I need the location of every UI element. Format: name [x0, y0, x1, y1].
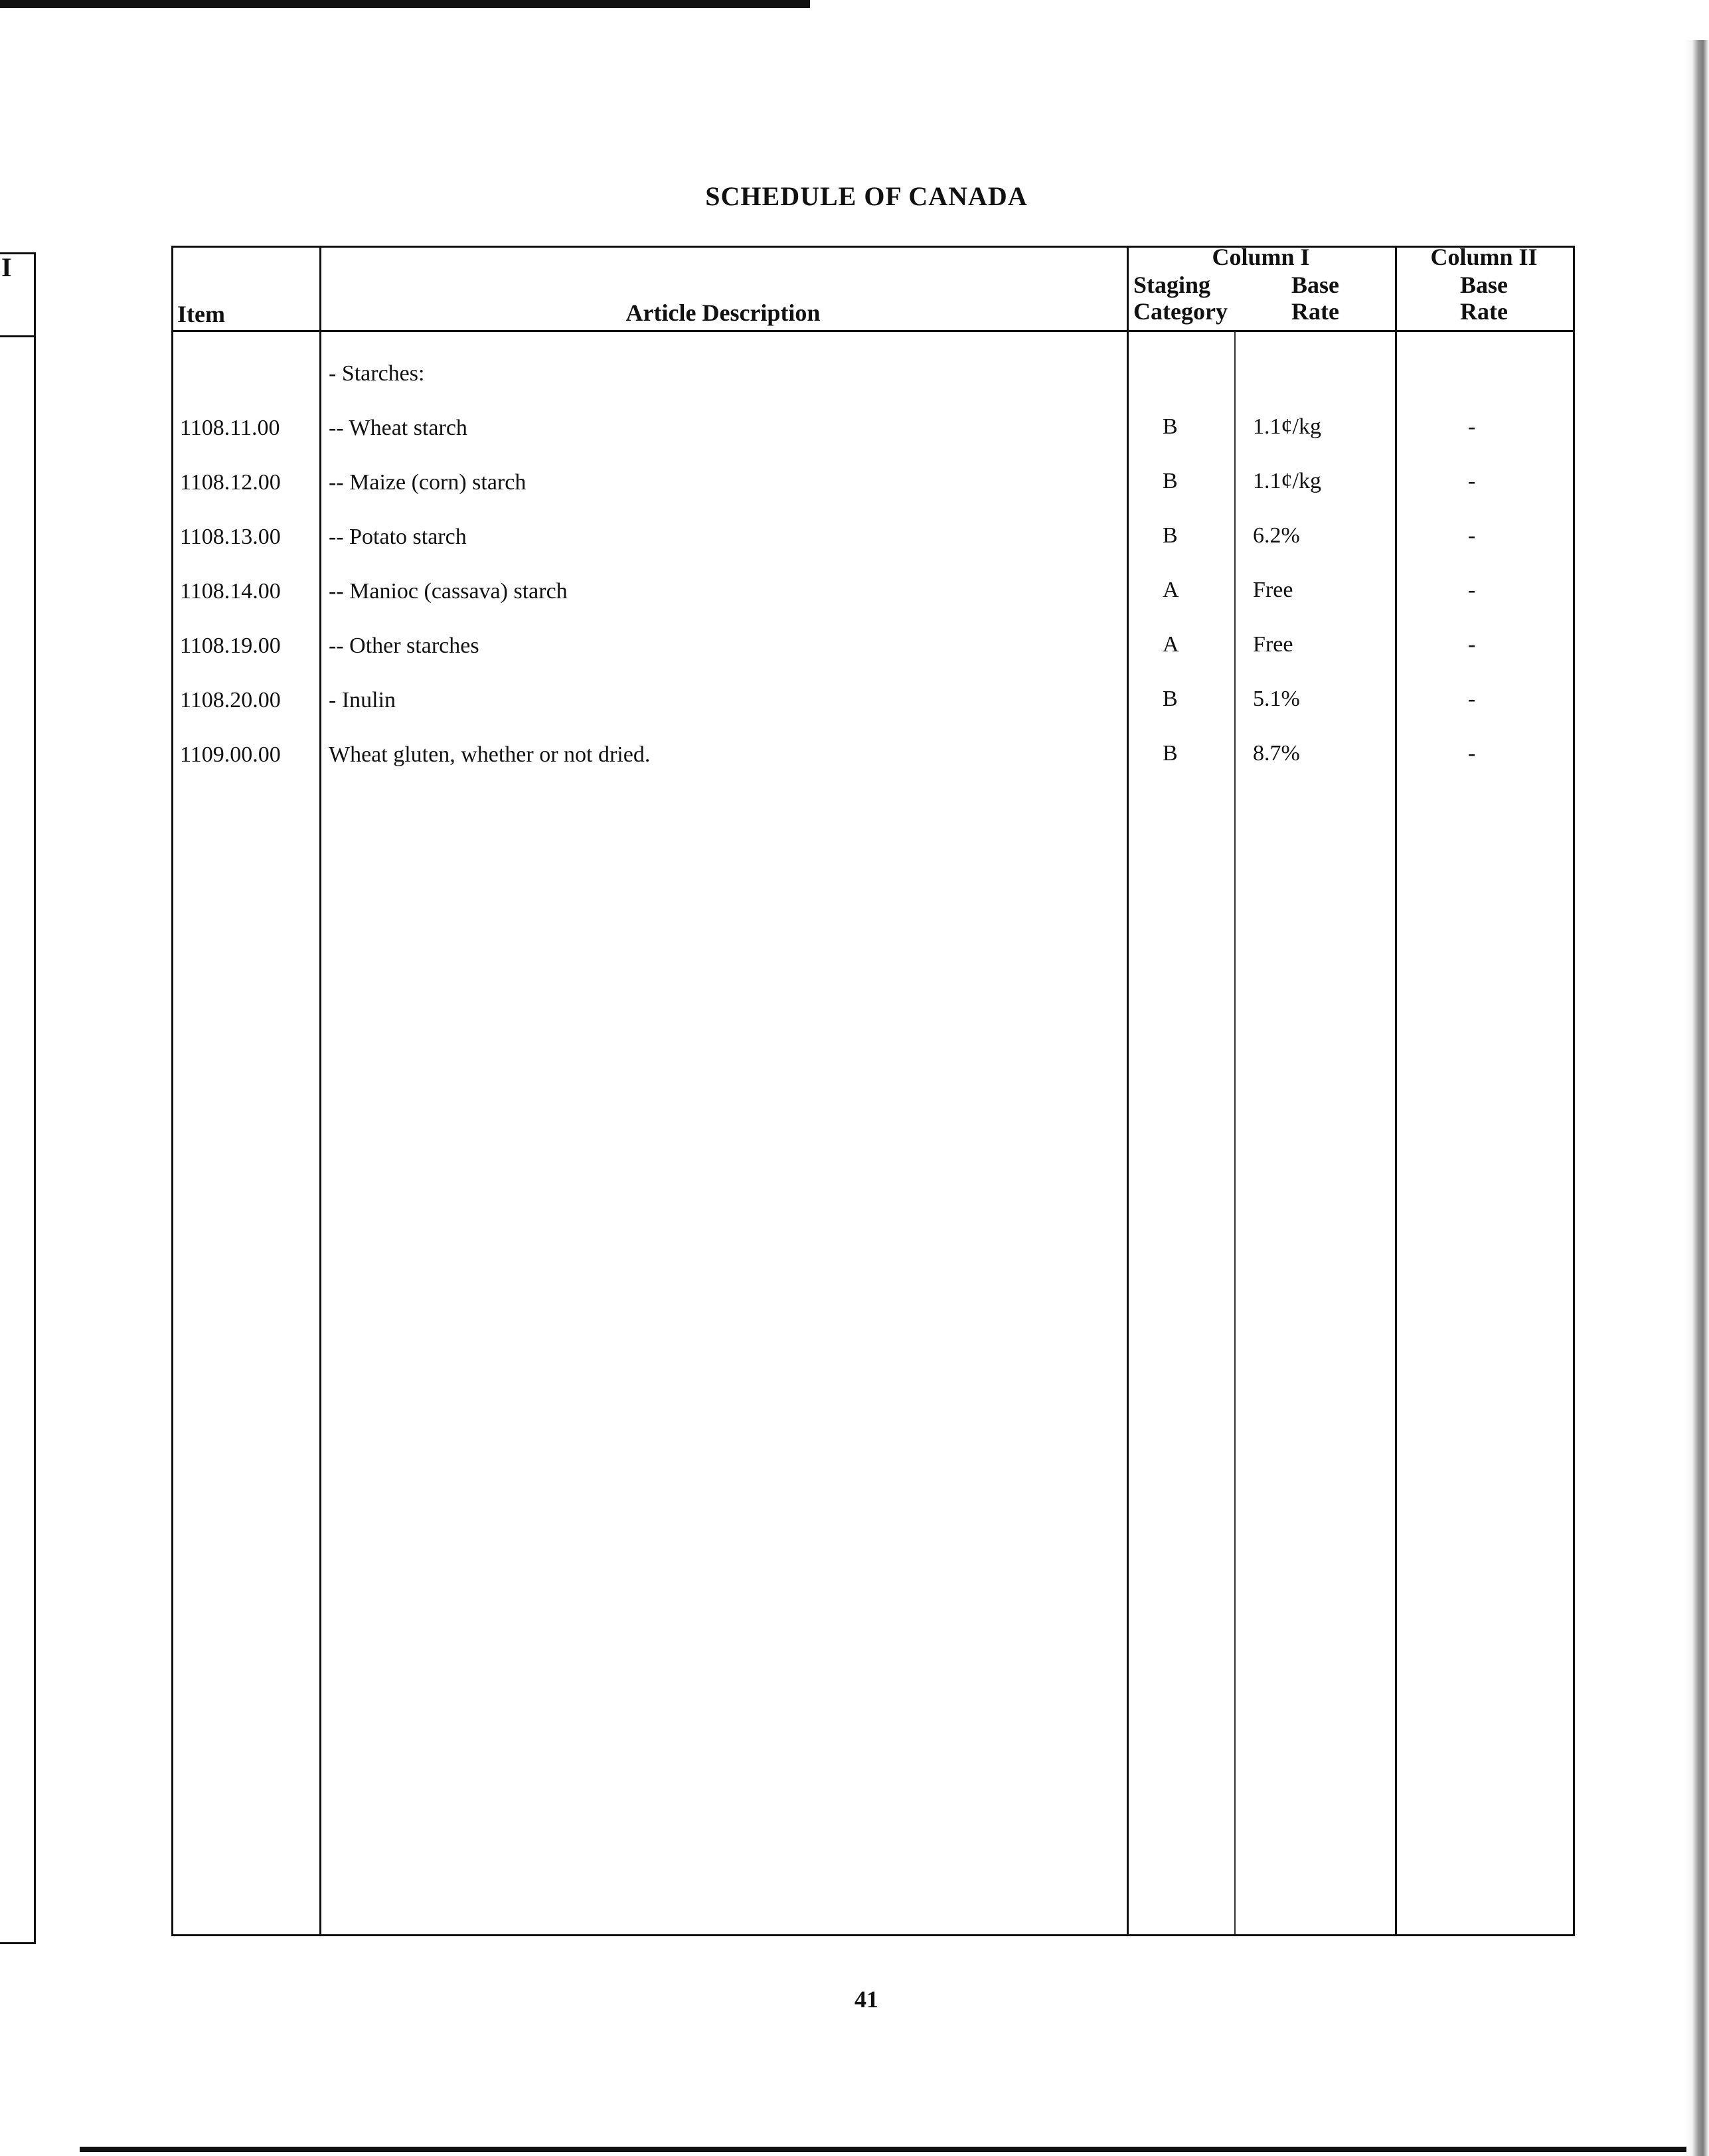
cell-description: -- Other starches: [329, 633, 479, 658]
cell-staging: B: [1163, 687, 1178, 711]
cell-base-rate: 8.7%: [1253, 741, 1300, 766]
cell-description: - Inulin: [329, 688, 396, 712]
cell-item: 1108.14.00: [180, 579, 281, 604]
cell-base-rate: 1.1¢/kg: [1253, 414, 1321, 439]
cell-staging: B: [1163, 741, 1178, 766]
page-number: 41: [854, 1986, 878, 2013]
fragment-text: I: [1, 252, 12, 282]
header-staging-line2: Category: [1133, 298, 1228, 325]
cell-column2-rate: -: [1468, 523, 1476, 548]
cell-base-rate: 1.1¢/kg: [1253, 469, 1321, 493]
cell-description: -- Maize (corn) starch: [329, 470, 527, 495]
divider-staging-base: [1234, 331, 1236, 1934]
fragment-separator: [0, 335, 34, 337]
cell-description: -- Potato starch: [329, 525, 467, 549]
cell-column2-rate: -: [1468, 687, 1476, 711]
cell-item: 1108.13.00: [180, 525, 281, 549]
cell-item: 1109.00.00: [180, 742, 281, 767]
cell-column2-rate: -: [1468, 741, 1476, 766]
cell-column2-rate: -: [1468, 578, 1476, 602]
cell-staging: B: [1163, 414, 1178, 439]
header-column-1: Column I: [1212, 244, 1310, 270]
cell-base-rate: Free: [1253, 578, 1293, 602]
header-column2-base: Base: [1460, 272, 1508, 298]
cell-item: 1108.12.00: [180, 470, 281, 495]
header-staging-line1: Staging: [1133, 272, 1211, 298]
cell-item: 1108.20.00: [180, 688, 281, 712]
document-title: SCHEDULE OF CANADA: [705, 181, 1028, 211]
header-article-description: Article Description: [625, 299, 821, 326]
cell-column2-rate: -: [1468, 414, 1476, 439]
header-item: Item: [177, 301, 225, 327]
cell-description: -- Wheat starch: [329, 416, 467, 440]
cell-column2-rate: -: [1468, 469, 1476, 493]
cell-description: Wheat gluten, whether or not dried.: [329, 742, 651, 767]
cell-staging: B: [1163, 523, 1178, 548]
cell-item: 1108.19.00: [180, 633, 281, 658]
top-edge-rule: [0, 0, 810, 8]
divider-description-column1: [1127, 248, 1129, 1934]
cell-base-rate: Free: [1253, 632, 1293, 657]
header-column2-rate: Rate: [1460, 298, 1508, 325]
divider-item-description: [319, 248, 321, 1934]
cell-item: 1108.11.00: [180, 416, 280, 440]
header-separator: [173, 330, 1573, 332]
adjacent-page-fragment: [0, 252, 36, 1944]
cell-base-rate: 6.2%: [1253, 523, 1300, 548]
cell-column2-rate: -: [1468, 632, 1476, 657]
cell-staging: A: [1163, 632, 1179, 657]
header-column-2: Column II: [1430, 244, 1538, 270]
header-base-line1: Base: [1291, 272, 1339, 298]
schedule-table: [171, 246, 1575, 1936]
header-base-line2: Rate: [1291, 298, 1339, 325]
cell-description: - Starches:: [329, 361, 425, 386]
page-right-edge: [1685, 40, 1709, 2156]
cell-base-rate: 5.1%: [1253, 687, 1300, 711]
cell-staging: B: [1163, 469, 1178, 493]
bottom-edge-rule: [80, 2147, 1686, 2152]
cell-description: -- Manioc (cassava) starch: [329, 579, 568, 604]
divider-column1-column2: [1395, 248, 1397, 1934]
cell-staging: A: [1163, 578, 1179, 602]
